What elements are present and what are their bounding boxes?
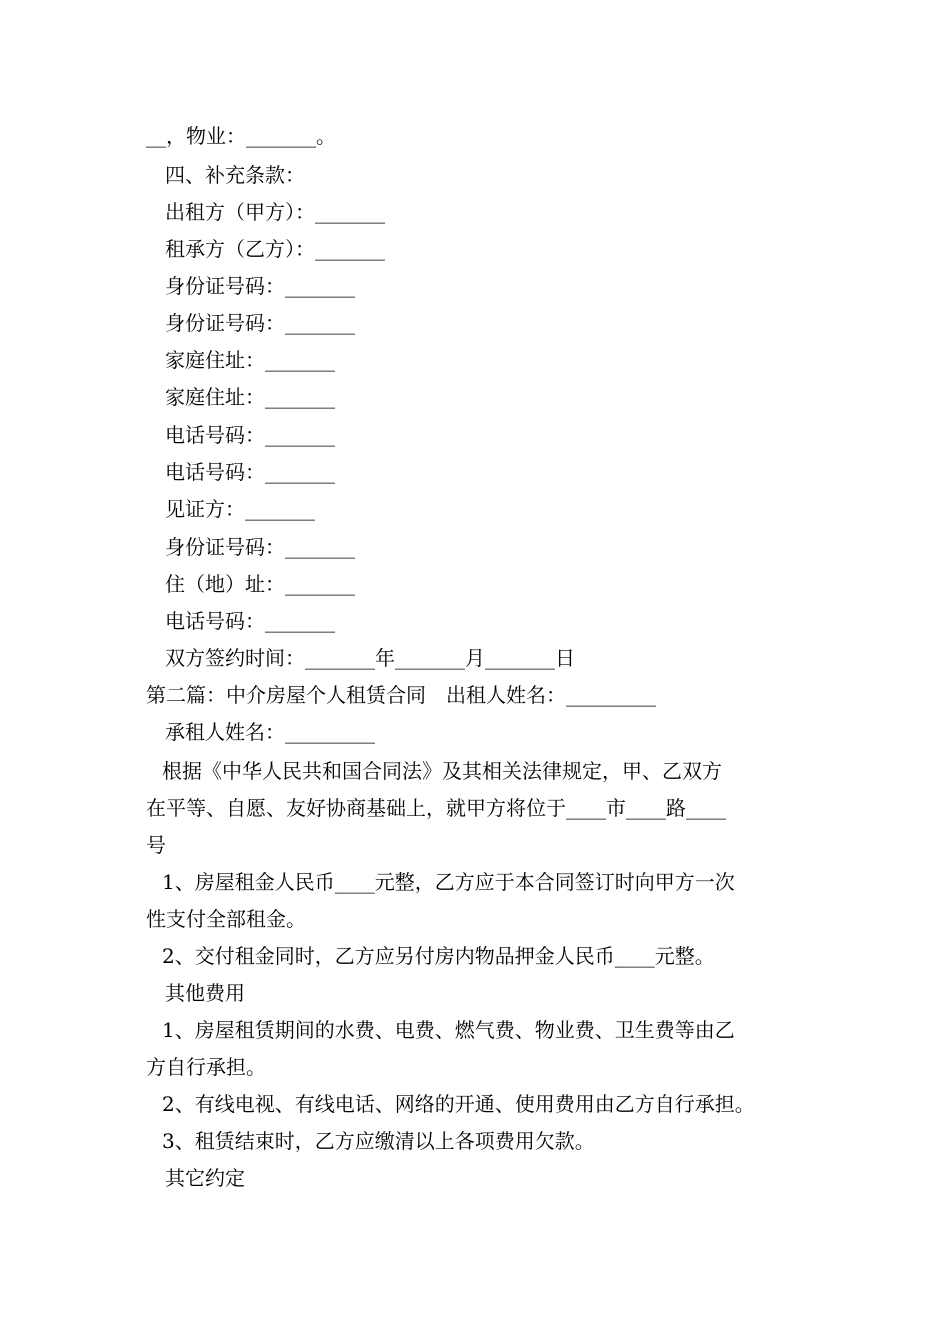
clause-cable-network: 2、有线电视、有线电话、网络的开通、使用费用由乙方自行承担。 — [162, 1092, 755, 1116]
text-line-witness: 见证方：_______ — [165, 497, 315, 521]
section-heading-other-agreements: 其它约定 — [165, 1166, 245, 1190]
clause-rent-line-1: 1、房屋租金人民币____元整，乙方应于本合同签订时向甲方一次 — [162, 870, 735, 894]
text-line-signing-date: 双方签约时间：_______年_______月_______日 — [165, 646, 575, 670]
text-line-id-number-b: 身份证号码：_______ — [165, 311, 355, 335]
text-line-id-number-a: 身份证号码：_______ — [165, 274, 355, 298]
section-heading-supplementary: 四、补充条款： — [165, 163, 305, 187]
section-title-part-two: 第二篇：中介房屋个人租赁合同 出租人姓名：_________ — [146, 683, 656, 707]
clause-utility-fees-line-1: 1、房屋租赁期间的水费、电费、燃气费、物业费、卫生费等由乙 — [162, 1018, 735, 1042]
text-line-property-fee: __，物业：_______。 — [146, 124, 336, 148]
paragraph-legal-basis-line-1: 根据《中华人民共和国合同法》及其相关法律规定，甲、乙双方 — [162, 759, 722, 783]
text-line-witness-id: 身份证号码：_______ — [165, 535, 355, 559]
text-line-home-address-b: 家庭住址：_______ — [165, 385, 335, 409]
text-line-lessee: 租承方（乙方）：_______ — [165, 237, 385, 261]
text-line-phone-a: 电话号码：_______ — [165, 423, 335, 447]
paragraph-legal-basis-line-2: 在平等、自愿、友好协商基础上，就甲方将位于____市____路____ — [146, 796, 726, 820]
paragraph-legal-basis-line-3: 号 — [146, 833, 166, 857]
text-line-tenant-name: 承租人姓名：_________ — [165, 720, 375, 744]
text-line-witness-phone: 电话号码：_______ — [165, 609, 335, 633]
section-heading-other-fees: 其他费用 — [165, 981, 245, 1005]
text-line-home-address-a: 家庭住址：_______ — [165, 348, 335, 372]
clause-deposit: 2、交付租金同时，乙方应另付房内物品押金人民币____元整。 — [162, 944, 715, 968]
clause-utility-fees-line-2: 方自行承担。 — [146, 1055, 266, 1079]
text-line-phone-b: 电话号码：_______ — [165, 460, 335, 484]
clause-rent-line-2: 性支付全部租金。 — [146, 907, 306, 931]
clause-settlement: 3、租赁结束时，乙方应缴清以上各项费用欠款。 — [162, 1129, 595, 1153]
text-line-witness-address: 住（地）址：_______ — [165, 572, 355, 596]
text-line-lessor: 出租方（甲方）：_______ — [165, 200, 385, 224]
